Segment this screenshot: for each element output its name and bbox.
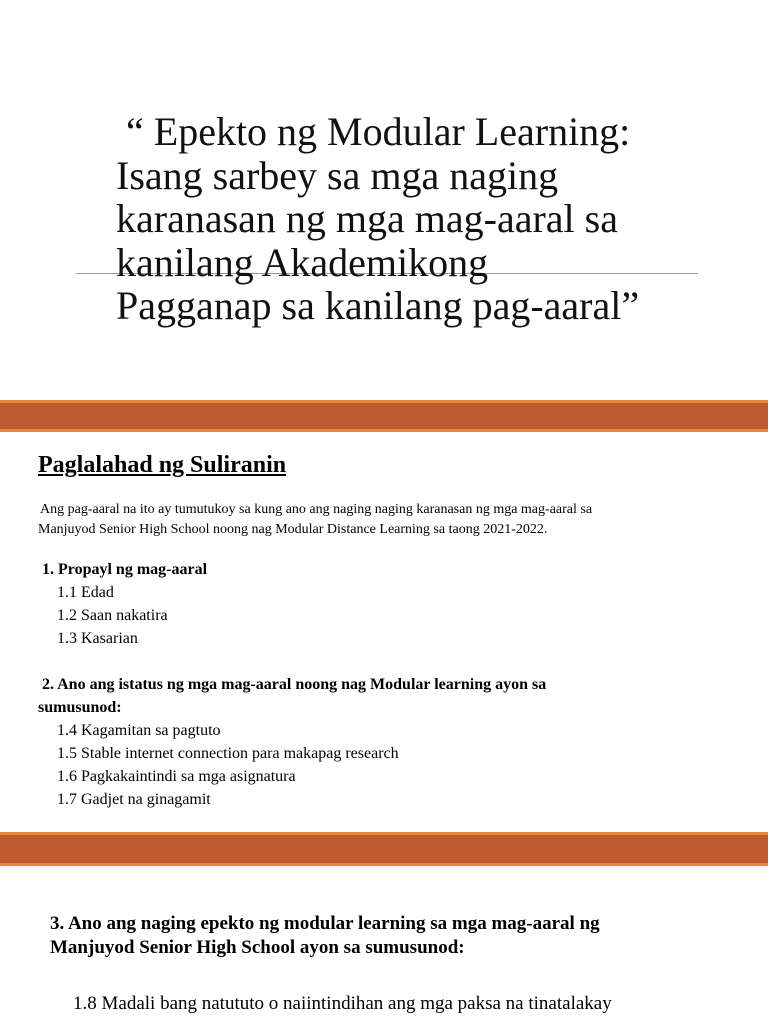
question-2 [38, 673, 546, 719]
list-item: 1.7 Gadjet na ginagamit [57, 791, 211, 808]
title-line: Pagganap sa kanilang pag-aaral” [116, 283, 640, 328]
list-item: 1.2 Saan nakatira [57, 607, 168, 624]
question-text: 1. Propayl ng mag-aaral [42, 561, 208, 578]
intro-line: Ang pag-aaral na ito ay tumutukoy sa kung ano ang naging naging karanasan ng mga mag-aaral sa [40, 502, 593, 517]
question-text: 2. Ano ang istatus ng mga mag-aaral noong nag Modular learning ayon sa [42, 676, 547, 693]
title-slide [0, 0, 768, 400]
title-line: Isang sarbey sa mga naging [116, 152, 559, 198]
question-3-slide [0, 866, 768, 1024]
list-item: 1.1 Edad [57, 584, 114, 601]
slide-separator [0, 400, 768, 432]
question-3 [50, 912, 600, 960]
question-2-items [57, 719, 399, 811]
question-text: sumusunod: [38, 699, 122, 716]
question-text: 3. Ano ang naging epekto ng modular learning sa mga mag-aaral ng [50, 913, 600, 934]
list-item: 1.5 Stable internet connection para makapag research [57, 745, 399, 762]
problem-statement-slide [0, 432, 768, 832]
title-line: karanasan ng mga mag-aaral sa [116, 196, 618, 241]
question-1-items [57, 581, 168, 650]
title-line: “ Epekto ng Modular Learning: [126, 109, 631, 154]
title-line: kanilang Akademikong [116, 239, 489, 285]
list-item: 1.3 Kasarian [57, 630, 138, 647]
slide-title [116, 110, 736, 328]
list-item: 1.6 Pagkakaintindi sa mga asignatura [57, 768, 296, 785]
question-1 [38, 558, 207, 581]
slide-separator [0, 832, 768, 866]
list-item: 1.8 Madali bang natututo o naiintindihan ang mga paksa na tinatalakay [73, 993, 612, 1014]
section-heading: Paglalahad ng Suliranin [38, 452, 287, 478]
intro-paragraph [38, 500, 738, 540]
intro-line: Manjuyod Senior High School noong nag Modular Distance Learning sa taong 2021-2022. [38, 522, 548, 537]
list-item: 1.4 Kagamitan sa pagtuto [57, 722, 221, 739]
question-text: Manjuyod Senior High School ayon sa sumusunod: [50, 937, 465, 958]
question-3-items [73, 992, 612, 1016]
